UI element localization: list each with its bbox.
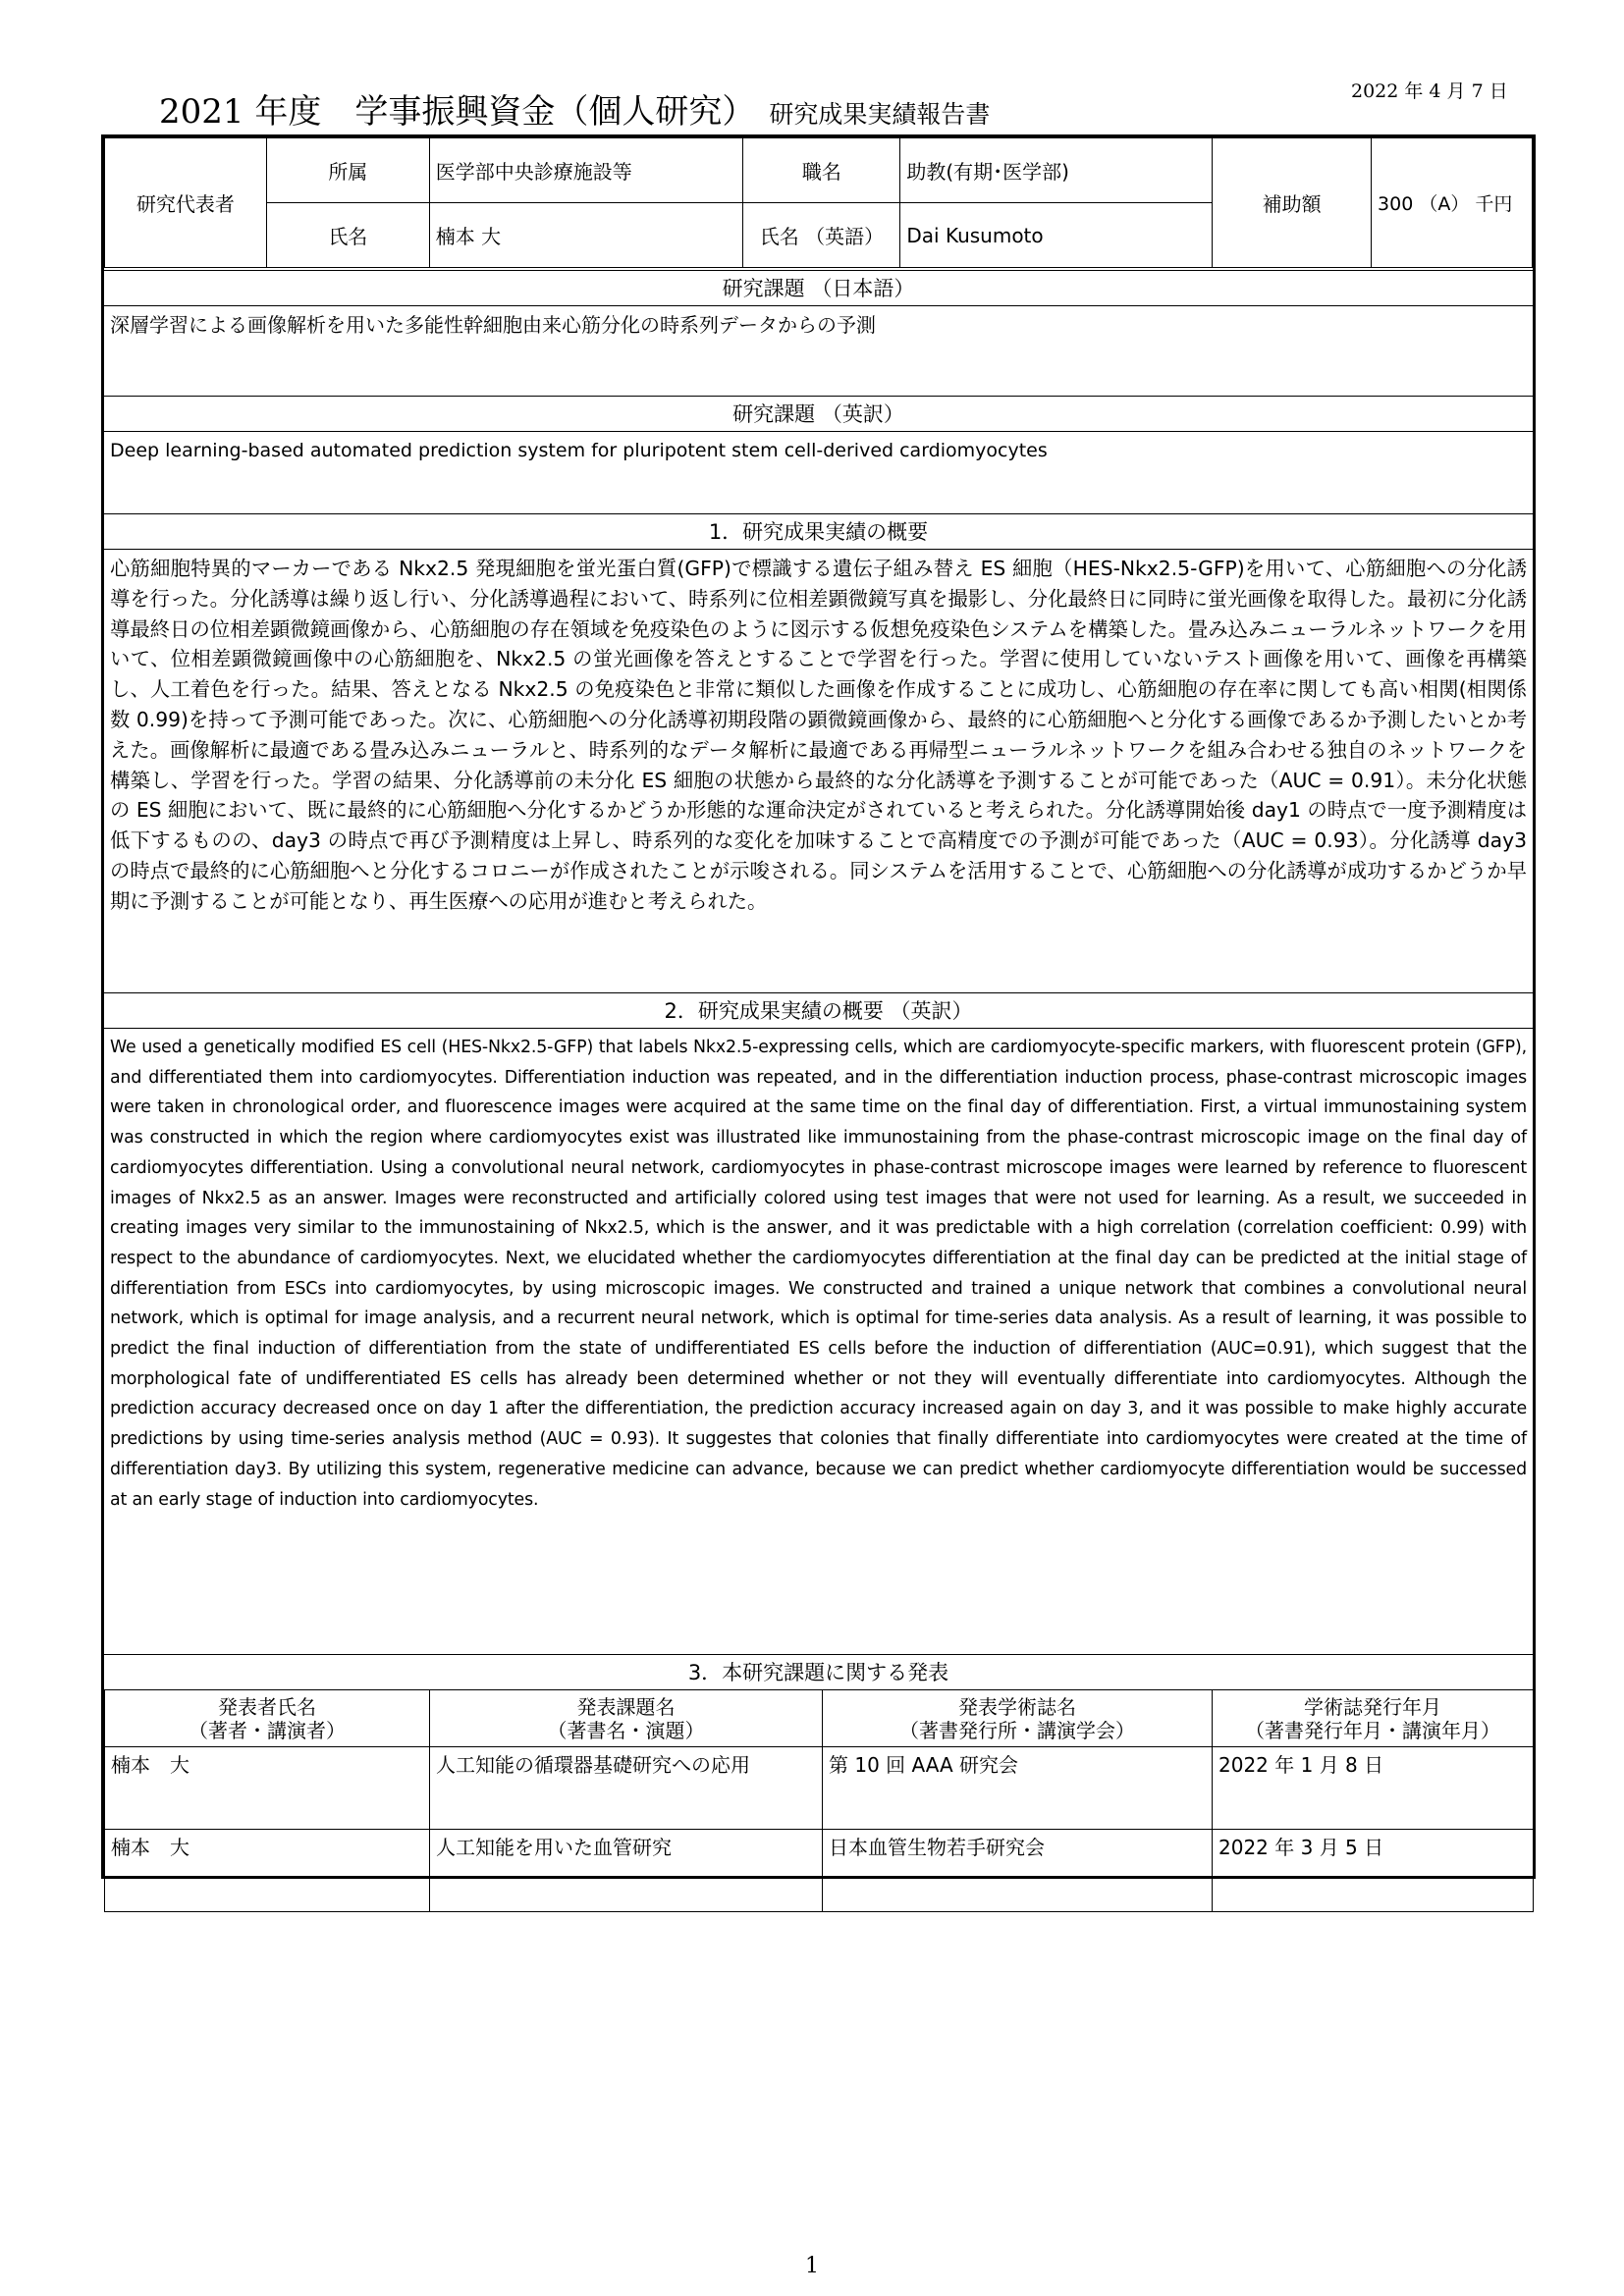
report-frame: [101, 134, 1536, 1879]
topic-jp-section: [104, 270, 1533, 396]
position-label: 職名: [743, 138, 900, 203]
col-author-line1: 発表者氏名: [218, 1694, 316, 1719]
pub-venue: 日本血管生物若手研究会: [823, 1830, 1213, 1912]
topic-en-section: [104, 396, 1533, 513]
name-en-label: 氏名 （英語）: [743, 203, 900, 268]
summary-en-heading: 2．研究成果実績の概要 （英訳）: [104, 993, 1533, 1029]
publications-section: [104, 1654, 1533, 1689]
topic-en-heading: 研究課題 （英訳）: [104, 397, 1533, 432]
name-value: 楠本 大: [429, 203, 743, 268]
pub-author: 楠本 大: [105, 1830, 430, 1912]
col-title-line1: 発表課題名: [576, 1694, 676, 1719]
summary-jp-section: [104, 513, 1533, 992]
name-en-value: Dai Kusumoto: [900, 203, 1213, 268]
page-number: 1: [805, 2254, 819, 2278]
col-date-header: [1213, 1690, 1534, 1747]
col-date-line1: 学術誌発行年月: [1304, 1694, 1441, 1719]
page-title: [159, 84, 990, 133]
topic-en-text: Deep learning-based automated prediction system for pluripotent stem cell-derived cardiomyocytes: [110, 440, 1048, 461]
summary-jp-text: 心筋細胞特異的マーカーである Nkx2.5 発現細胞を蛍光蛋白質(GFP)で標識する遺伝子組み替え ES 細胞（HES-Nkx2.5-GFP)を用いて、心筋細胞への分化誘導を行った。分化誘導は繰り返し行い、分化誘導過程において、時系列に位相差顕微鏡写真を撮影し、分化最終日に同時に蛍光画像を取得した。最初に分化誘導最終日の位相差顕微鏡画像から、心筋細胞の存在領域を免疫染色のように図示する仮想免疫染色システムを構築した。畳み込みニューラルネットワークを用いて、位相差顕微鏡画像中の心筋細胞を、Nkx2.5 の蛍光画像を答えとすることで学習を行った。学習に使用していないテスト画像を用いて、画像を再構築し、人工着色を行った。結果、答えとなる Nkx2.5 の免疫染色と非常に類似した画像を作成することに成功し、心筋細胞の存在率に関しても高い相関(相関係数 0.99)を持って予測可能であった。次に、心筋細胞への分化誘導初期段階の顕微鏡画像から、最終的に心筋細胞へと分化する画像であるか予測したいとか考えた。画像解析に最適である畳み込みニューラルと、時系列的なデータ解析に最適である再帰型ニューラルネットワークを組み合わせる独自のネットワークを構築し、学習を行った。学習の結果、分化誘導前の未分化 ES 細胞の状態から最終的な分化誘導を予測することが可能であった（AUC = 0.91）。未分化状態の ES 細胞において、既に最終的に心筋細胞へ分化するかどうか形態的な運命決定がされていると考えられた。分化誘導開始後 day1 の時点で一度予測精度は低下するものの、day3 の時点で再び予測精度は上昇し、時系列的な変化を加味することで高精度での予測が可能であった（AUC = 0.93）。分化誘導 day3 の時点で最終的に心筋細胞へと分化するコロニーが作成されたことが示唆される。同システムを活用することで、心筋細胞への分化誘導が成功するかどうか早期に予測することが可能となり、再生医療への応用が進むと考えられた。: [110, 557, 1527, 913]
col-title-line2: （著書名・演題）: [547, 1718, 705, 1742]
header-table: [104, 137, 1533, 268]
col-title-header: [430, 1690, 823, 1747]
col-author-header: [105, 1690, 430, 1747]
pub-title: 人工知能の循環器基礎研究への応用: [430, 1747, 823, 1830]
publications-heading: 3．本研究課題に関する発表: [104, 1655, 1533, 1690]
col-date-line2: （著書発行年月・講演年月）: [1245, 1718, 1500, 1742]
col-author-line2: （著者・講演者）: [189, 1718, 346, 1742]
grant-label: 補助額: [1213, 138, 1372, 268]
rep-label: 研究代表者: [105, 138, 267, 268]
publications-table: [104, 1689, 1534, 1912]
col-venue-line1: 発表学術誌名: [958, 1694, 1076, 1719]
report-date: 2022 年 4 月 7 日: [1351, 80, 1508, 102]
col-venue-header: [823, 1690, 1213, 1747]
pub-date: 2022 年 1 月 8 日: [1213, 1747, 1534, 1830]
pub-author: 楠本 大: [105, 1747, 430, 1830]
affil-label: 所属: [266, 138, 429, 203]
col-venue-line2: （著書発行所・講演学会）: [899, 1718, 1135, 1742]
table-row: [105, 1830, 1534, 1912]
title-sub: 研究成果実績報告書: [769, 100, 991, 129]
affil-value: 医学部中央診療施設等: [429, 138, 743, 203]
grant-value: 300 （A） 千円: [1372, 138, 1533, 268]
topic-jp-heading: 研究課題 （日本語）: [104, 271, 1533, 306]
topic-jp-text: 深層学習による画像解析を用いた多能性幹細胞由来心筋分化の時系列データからの予測: [110, 313, 876, 337]
title-main: 2021 年度 学事振興資金（個人研究）: [159, 92, 756, 132]
pub-venue: 第 10 回 AAA 研究会: [823, 1747, 1213, 1830]
position-value: 助教(有期･医学部): [900, 138, 1213, 203]
summary-jp-heading: 1．研究成果実績の概要: [104, 514, 1533, 550]
name-label: 氏名: [266, 203, 429, 268]
summary-en-text: We used a genetically modified ES cell (HES-Nkx2.5-GFP) that labels Nkx2.5-expressing cells, which are cardiomyocyte-specific markers, with fluorescent protein (GFP), and differentiated them into cardiomyocytes. Differentiation induction was repeated, and in the differentiation induction process, phase-contrast microscopic images were taken in chronological order, and fluorescence images were acquired at the same time on the final day of differentiation. First, a virtual immunostaining system was constructed in which the region where cardiomyocytes exist was illustrated like immunostaining from the phase-contrast microscopic image on the final day of cardiomyocytes differentiation. Using a convolutional neural network, cardiomyocytes in phase-contrast microscope images were learned by reference to fluorescent images of Nkx2.5 as an answer. Images were reconstructed and artificially colored using test images that were not used for learning. As a result, we succeeded in creating images very similar to the immunostaining of Nkx2.5, which is the answer, and it was predictable with a high correlation (correlation coefficient: 0.99) with respect to the abundance of cardiomyocytes. Next, we elucidated whether the cardiomyocytes differentiation at the final day can be predicted at the initial stage of differentiation from ESCs into cardiomyocytes, by using microscopic images. We constructed and trained a unique network that combines a convolutional neural network, which is optimal for image analysis, and a recurrent neural network, which is optimal for time-series data analysis. As a result of learning, it was possible to predict the final induction of differentiation from the state of undifferentiated ES cells before the induction of differentiation (AUC=0.91), which suggest that the morphological fate of undifferentiated ES cells has already been determined whether or not they will eventually differentiate into cardiomyocytes. Although the prediction accuracy decreased once on day 1 after the differentiation, the prediction accuracy increased again on day 3, and it was possible to make highly accurate predictions by using time-series analysis method (AUC = 0.93). It suggestes that colonies that finally differentiate into cardiomyocytes were created at the time of differentiation day3. By utilizing this system, regenerative medicine can advance, because we can predict whether cardiomyocyte differentiation would be successed at an early stage of induction into cardiomyocytes.: [110, 1038, 1527, 1510]
summary-en-section: [104, 992, 1533, 1654]
table-row: [105, 1747, 1534, 1830]
pub-date: 2022 年 3 月 5 日: [1213, 1830, 1534, 1912]
pub-title: 人工知能を用いた血管研究: [430, 1830, 823, 1912]
